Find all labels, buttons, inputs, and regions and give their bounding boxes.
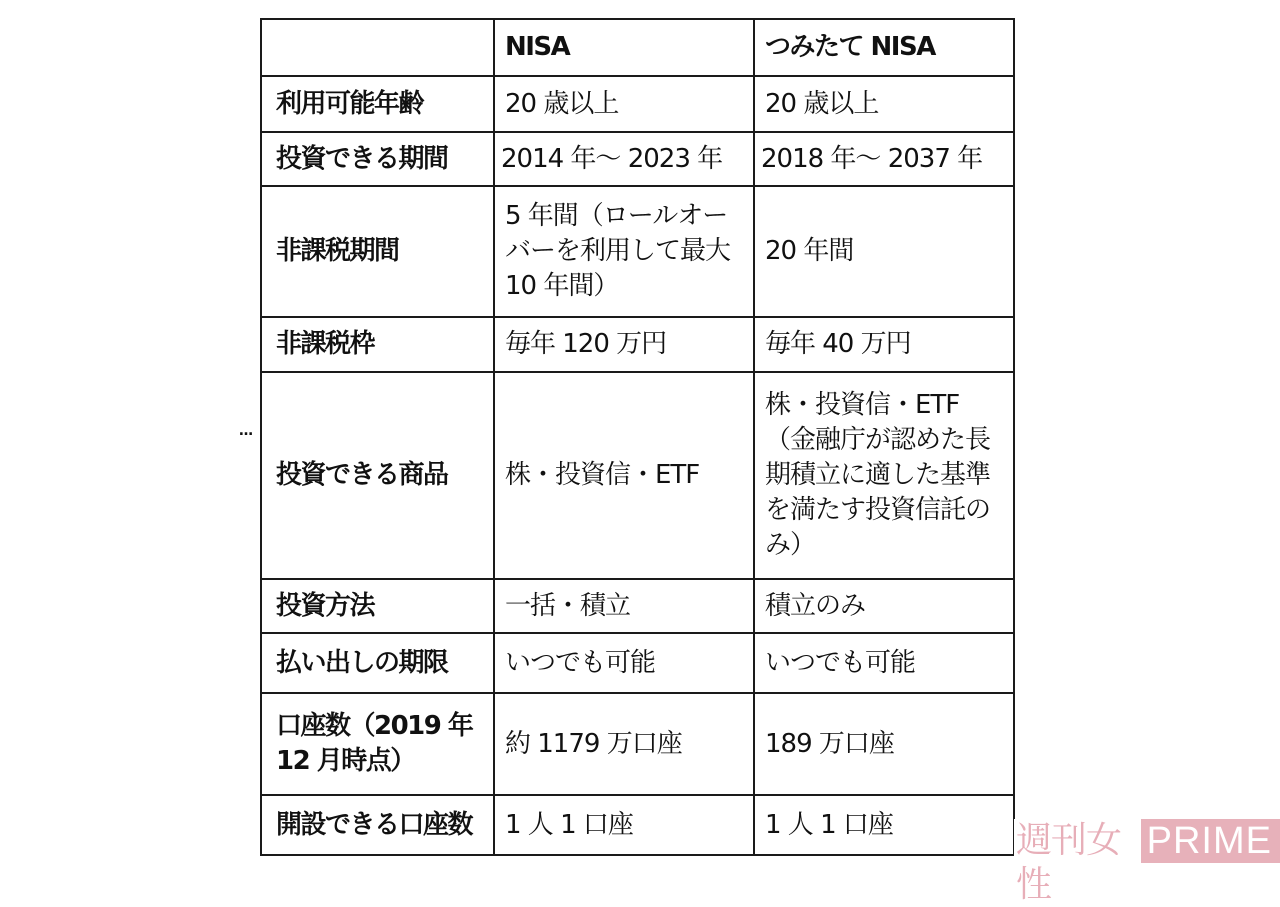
tsumitate-value: いつでも可能	[754, 633, 1014, 693]
row-label: 開設できる口座数	[261, 795, 494, 855]
row-label: 投資できる商品	[261, 372, 494, 579]
row-label: 払い出しの期限	[261, 633, 494, 693]
header-cell-tsumitate-nisa: つみたて NISA	[754, 19, 1014, 76]
tsumitate-value: 毎年 40 万円	[754, 317, 1014, 372]
watermark-prime-text: PRIME	[1141, 819, 1280, 863]
nisa-value: 2014 年～ 2023 年	[494, 132, 754, 186]
row-label: 投資できる期間	[261, 132, 494, 186]
nisa-value: 1 人 1 口座	[494, 795, 754, 855]
table-row	[261, 372, 1014, 579]
nisa-comparison-table	[260, 18, 1015, 856]
table-row	[261, 579, 1014, 633]
nisa-value: 株・投資信・ETF	[494, 372, 754, 579]
row-label: 利用可能年齢	[261, 76, 494, 132]
nisa-value: 毎年 120 万円	[494, 317, 754, 372]
table-row	[261, 693, 1014, 795]
watermark-japanese-text: 週刊女性	[1014, 819, 1141, 863]
row-label: 口座数（2019 年 12 月時点）	[261, 693, 494, 795]
nisa-comparison-table-container	[260, 18, 1015, 856]
tsumitate-value: 20 歳以上	[754, 76, 1014, 132]
header-cell-nisa: NISA	[494, 19, 754, 76]
table-row	[261, 633, 1014, 693]
table-row	[261, 317, 1014, 372]
table-row	[261, 76, 1014, 132]
tsumitate-value: 20 年間	[754, 186, 1014, 317]
row-label: 投資方法	[261, 579, 494, 633]
tsumitate-value: 株・投資信・ETF（金融庁が認めた長期積立に適した基準を満たす投資信託のみ）	[754, 372, 1014, 579]
nisa-value: 一括・積立	[494, 579, 754, 633]
tsumitate-value: 2018 年～ 2037 年	[754, 132, 1014, 186]
nisa-value: 約 1179 万口座	[494, 693, 754, 795]
tsumitate-value: 1 人 1 口座	[754, 795, 1014, 855]
table-row	[261, 186, 1014, 317]
ellipsis-marker: …	[239, 423, 252, 439]
tsumitate-value: 189 万口座	[754, 693, 1014, 795]
nisa-value: 20 歳以上	[494, 76, 754, 132]
header-cell-blank	[261, 19, 494, 76]
row-label: 非課税期間	[261, 186, 494, 317]
nisa-value: 5 年間（ロールオーバーを利用して最大 10 年間）	[494, 186, 754, 317]
table-header-row	[261, 19, 1014, 76]
row-label: 非課税枠	[261, 317, 494, 372]
table-row	[261, 132, 1014, 186]
publisher-watermark	[1014, 819, 1280, 905]
nisa-value: いつでも可能	[494, 633, 754, 693]
table-row	[261, 795, 1014, 855]
tsumitate-value: 積立のみ	[754, 579, 1014, 633]
